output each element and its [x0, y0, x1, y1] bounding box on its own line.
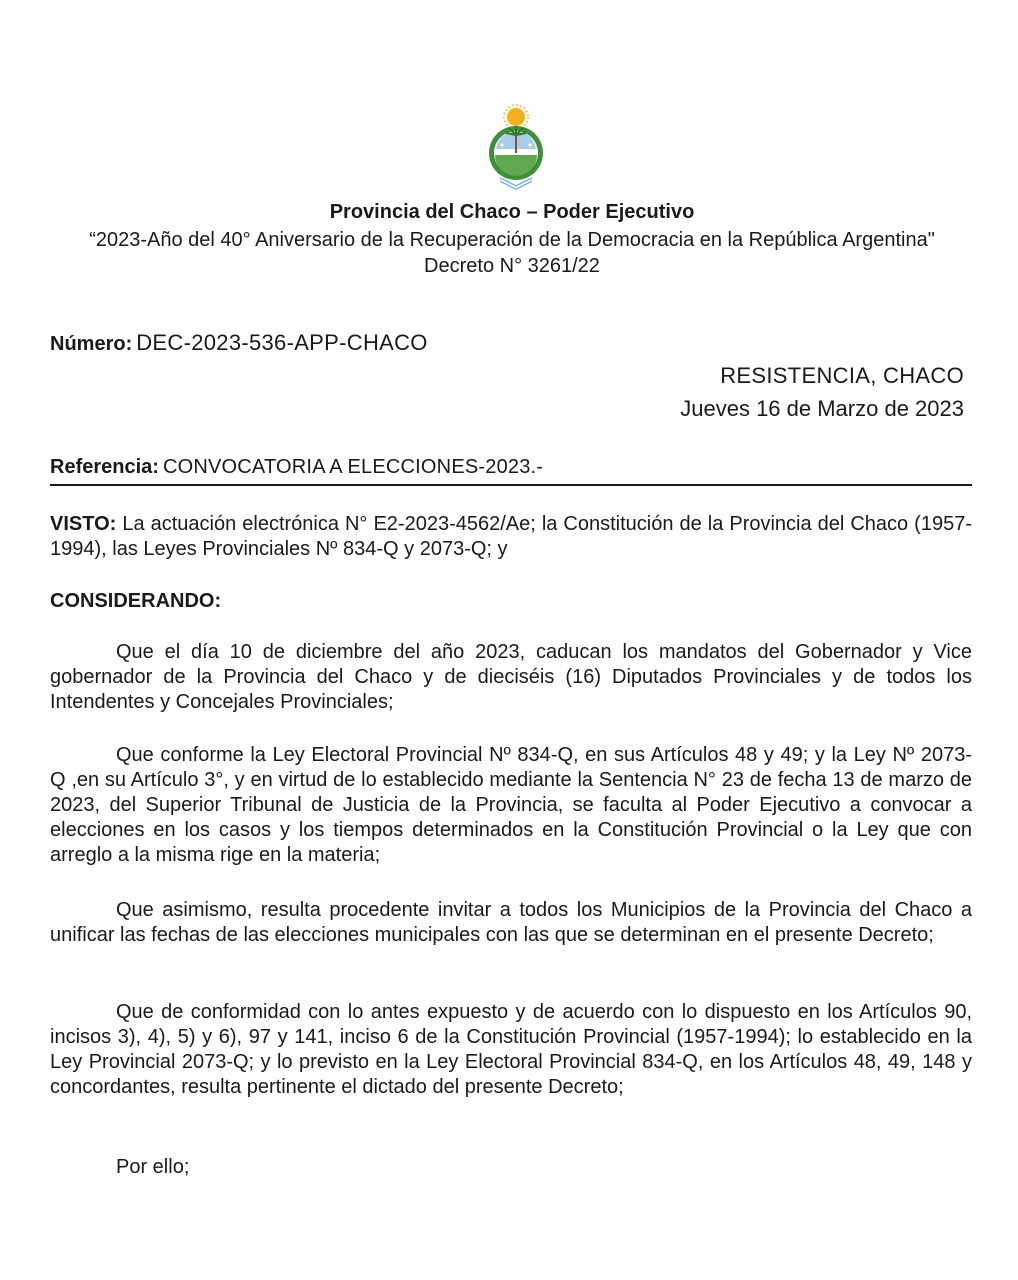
referencia-line — [50, 456, 972, 486]
numero-value: DEC-2023-536-APP-CHACO — [136, 330, 428, 355]
considerando-heading: CONSIDERANDO: — [50, 590, 222, 612]
considerando-paragraph-1: Que el día 10 de diciembre del año 2023, caducan los mandatos del Gobernador y Vice gobernador de la Provincia del Chaco y de dieciséis (16) Diputados Provinciales y de todos los Intendentes y Concejales Provinciales; — [50, 641, 972, 713]
location-text: RESISTENCIA, CHACO — [720, 363, 964, 388]
numero-line — [50, 330, 428, 356]
considerando-paragraph-3: Que asimismo, resulta procedente invitar a todos los Municipios de la Provincia del Chaco a unificar las fechas de las elecciones municipales con las que se determinan en el presente Decreto; — [50, 899, 972, 946]
visto-label: VISTO: — [50, 513, 117, 535]
header-motto: “2023-Año del 40° Aniversario de la Recuperación de la Democracia en la República Argentina" Decreto N° 3261/22 — [89, 229, 935, 277]
por-ello-paragraph: Por ello; — [116, 1156, 190, 1178]
provincial-seal-icon — [484, 103, 548, 193]
referencia-label: Referencia: — [50, 456, 159, 478]
date-text: Jueves 16 de Marzo de 2023 — [680, 396, 964, 421]
referencia-value: CONVOCATORIA A ELECCIONES-2023.- — [162, 456, 544, 478]
visto-paragraph — [50, 512, 972, 562]
visto-text: La actuación electrónica N° E2-2023-4562/Ae; la Constitución de la Provincia del Chaco (1957-1994), las Leyes Provinciales Nº 834-Q y 2073-Q; y — [50, 513, 972, 560]
considerando-paragraph-4: Que de conformidad con lo antes expuesto y de acuerdo con lo dispuesto en los Artículos 90, incisos 3), 4), 5) y 6), 97 y 141, inciso 6 de la Constitución Provincial (1957-1994); lo establecido en la Ley Provincial 2073-Q; y lo previsto en la Ley Electoral Provincial 834-Q, en los Artículos 48, 49, 148 y concordantes, resulta pertinente el dictado del presente Decreto; — [50, 1001, 972, 1098]
considerando-paragraph-2: Que conforme la Ley Electoral Provincial Nº 834-Q, en sus Artículos 48 y 49; y la Ley Nº 2073- Q ,en su Artículo 3°, y en virtud de lo establecido mediante la Sentencia N° 23 de fecha 13 de marzo de 2023, del Superior Tribunal de Justicia de la Provincia, se faculta al Poder Ejecutivo a convocar a elecciones en los casos y los tiempos determinados en la Constitución Provincial o la Ley que con arreglo a la misma rige en la materia; — [50, 744, 972, 866]
numero-label: Número: — [50, 333, 133, 355]
header-title: Provincia del Chaco – Poder Ejecutivo — [329, 201, 695, 223]
